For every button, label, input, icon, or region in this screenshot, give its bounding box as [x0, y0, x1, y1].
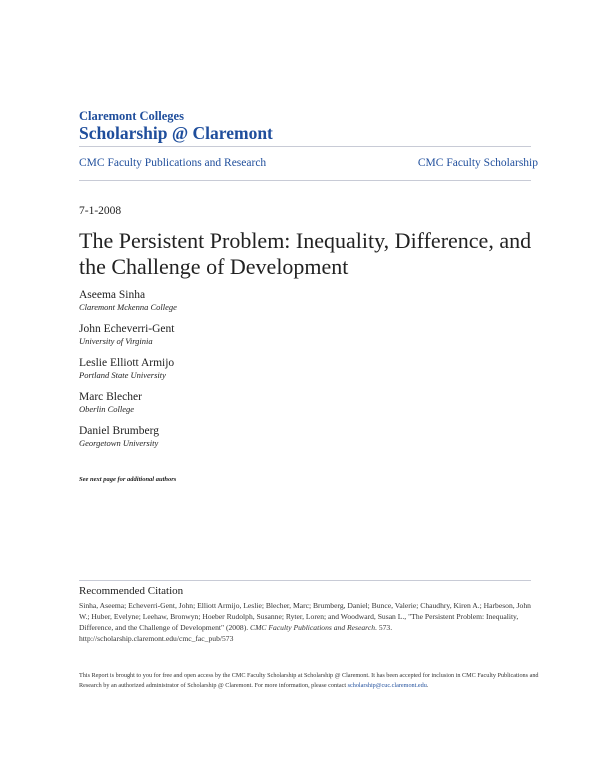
author-affiliation: Claremont Mckenna College	[79, 302, 177, 312]
author-name: John Echeverri-Gent	[79, 323, 175, 335]
collection-link[interactable]: CMC Faculty Publications and Research	[79, 157, 267, 169]
divider-top	[79, 146, 531, 147]
repository-header	[79, 109, 273, 143]
author	[79, 322, 177, 347]
author-affiliation: Portland State University	[79, 370, 166, 380]
author	[79, 390, 177, 415]
author-affiliation: Oberlin College	[79, 404, 135, 414]
author-name: Marc Blecher	[79, 391, 142, 403]
author-list	[79, 288, 177, 458]
citation-text	[79, 600, 539, 644]
author	[79, 356, 177, 381]
repository-name[interactable]: Scholarship @ Claremont	[79, 123, 273, 143]
author-affiliation: University of Virginia	[79, 336, 153, 346]
citation-url[interactable]: http://scholarship.claremont.edu/cmc_fac_pub/573	[79, 634, 234, 643]
access-notice	[79, 671, 549, 691]
author	[79, 424, 177, 449]
author-name: Aseema Sinha	[79, 289, 146, 301]
author-name: Daniel Brumberg	[79, 425, 159, 437]
org-name[interactable]: Claremont Colleges	[79, 109, 184, 123]
divider-citation	[79, 580, 531, 581]
author-affiliation: Georgetown University	[79, 438, 159, 448]
citation-series: CMC Faculty Publications and Research	[250, 623, 376, 632]
divider-mid	[79, 180, 531, 181]
citation-heading: Recommended Citation	[79, 585, 184, 597]
access-notice-end: .	[426, 682, 429, 689]
author-name: Leslie Elliott Armijo	[79, 357, 175, 369]
citation-main: Sinha, Aseema; Echeverri-Gent, John; Elliott Armijo, Leslie; Blecher, Marc; Brumberg, Daniel; Bunce, Valerie; Chaudhry, Kiren A.; Harbeson, John W.; Huber, Evelyne; Leehaw, Bronwyn; Hoeber Rudolph, Susanne; Ryter, Loren; and Woodward, Susan L., "The Persistent Problem: Inequality, Difference, and the Challenge of Development" (2008).	[79, 601, 531, 632]
document-title: The Persistent Problem: Inequality, Difference, and the Challenge of Development	[79, 228, 532, 279]
publication-date: 7-1-2008	[79, 205, 122, 217]
author	[79, 288, 177, 313]
citation-number: . 573.	[375, 623, 393, 632]
contact-email-link[interactable]: scholarship@cuc.claremont.edu	[347, 682, 427, 689]
see-next-page-note: See next page for additional authors	[79, 476, 177, 483]
access-notice-text: This Report is brought to you for free and open access by the CMC Faculty Scholarship at Scholarship @ Claremont. It has been accepted for inclusion in CMC Faculty Publications and Research by an authorized administrator of Scholarship @ Claremont. For more information, please contact	[79, 672, 539, 689]
scholarship-link[interactable]: CMC Faculty Scholarship	[417, 157, 538, 169]
